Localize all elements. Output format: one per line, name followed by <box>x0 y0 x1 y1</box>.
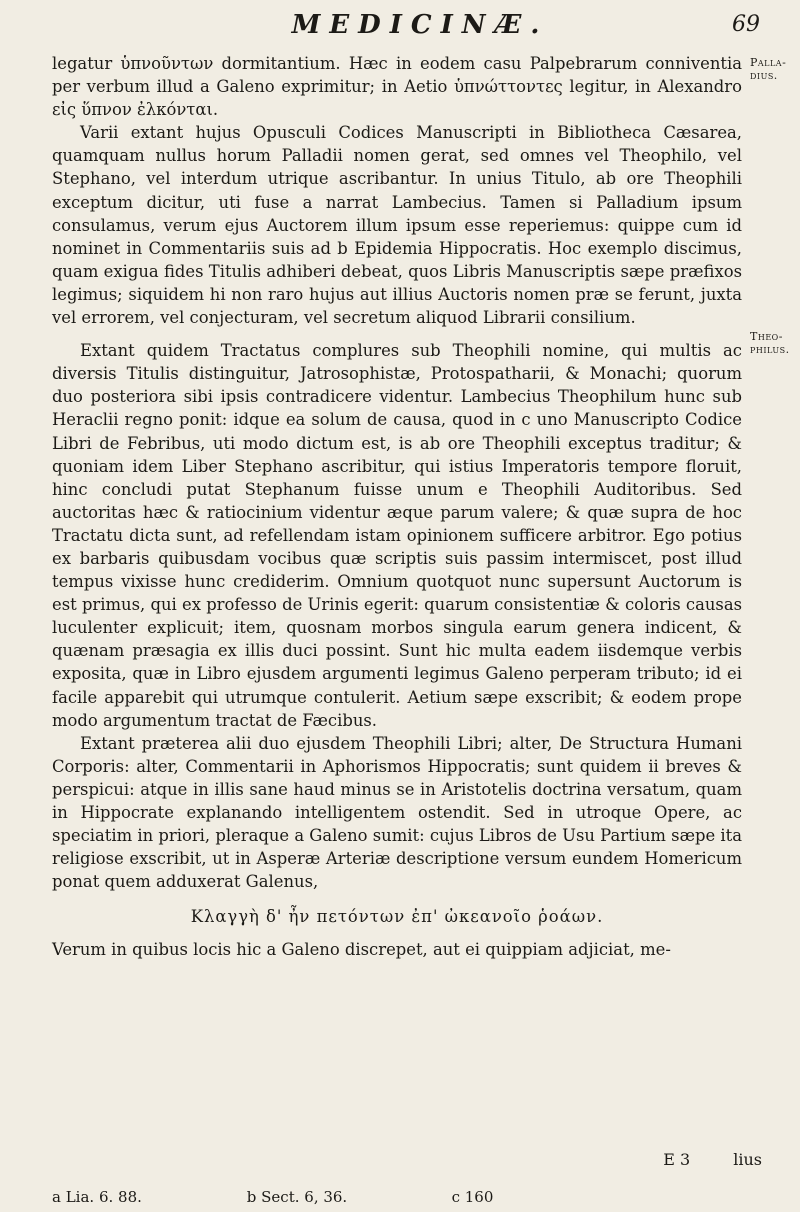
footnote-c: c 160 <box>451 1188 494 1206</box>
catchword: lius <box>733 1150 762 1169</box>
running-header <box>80 10 760 52</box>
running-title: MEDICINÆ. <box>291 10 549 40</box>
paragraph-5: Verum in quibus locis hic a Galeno discrepet, aut ei quippiam adjiciat, me- <box>52 940 671 960</box>
homeric-verse: Κλαγγὴ δ' ἦν πετόντων ἐπ' ὠκεανοῖο ῥοάων. <box>190 907 604 927</box>
footnotes <box>52 1188 752 1206</box>
paragraph-2: Varii extant hujus Opusculi Codices Manuscripti in Bibliotheca Cæsarea, quamquam nullus horum Palladii nomen gerat, sed omnes vel Theophilo, vel Stephano, vel interdum utrique ascribantur. In unius Titulo, ab ore Theophili exceptum dicitur, uti fuse a narrat Lambecius. Tamen si Palladium ipsum consulamus, verum ejus Auctorem illum ipsum esse reperiemus: quippe cum id nominet in Commentariis suis ad b Epidemia Hippocratis. Hoc exemplo discimus, quam exigua fides Titulis adhiberi debeat, quos Libris Manuscriptis sæpe præfixos legimus; siquidem hi non raro hujus aut illius Auctoris nomen præ se ferunt, juxta vel errorem, vel conjecturam, vel secretum aliquod Librarii consilium. <box>52 123 742 328</box>
footnote-a: a Lia. 6. 88. <box>52 1188 142 1206</box>
signature-catchword <box>663 1148 762 1171</box>
main-text <box>52 52 742 962</box>
paragraph-1: legatur ὑπνοῦντων dormitantium. Hæc in eodem casu Palpebrarum conniventia per verbum illud a Galeno exprimitur; in Aetio ὑπνώττοντες legitur, in Alexandro εἰς ὕπνον ἐλκόνται. <box>52 54 742 120</box>
margin-note-theophilus: Theo-philus. <box>750 330 790 356</box>
signature-mark: E 3 <box>663 1150 691 1169</box>
footnote-b: b Sect. 6, 36. <box>246 1188 348 1206</box>
paragraph-3: Extant quidem Tractatus complures sub Theophili nomine, qui multis ac diversis Titulis distinguitur, Jatrosophistæ, Protospatharii, & Monachi; quorum duo posteriora sibi ipsis contradicere videntur. Lambecius Theophilum hunc sub Heraclii regno ponit: idque ea solum de causa, quod in c uno Manuscripto Codice Libri de Febribus, uti modo dictum est, is ab ore Theophili exceptus traditur; & quoniam idem Liber Stephano ascribitur, qui istius Imperatoris tempore floruit, hinc concludi putat Stephanum fuisse unum e Theophili Auditoribus. Sed auctoritas hæc & ratiocinium videntur æque parum valere; & quæ supra de hoc Tractatu dicta sunt, ad refellendam istam opinionem sufficere arbitror. Ego potius ex barbaris quibusdam vocibus quæ scriptis suis passim intermiscet, post illud tempus vixisse hunc crediderim. Omnium quotquot nunc supersunt Auctorum is est primus, qui ex professo de Urinis egerit: quarum consistentiæ & coloris causas luculenter explicuit; item, quosnam morbos singula earum genera indicent, & quænam præsagia ex illis duci possint. Sunt hic multa eadem iisdemque verbis exposita, quæ in Libro ejusdem argumenti legimus Galeno perperam tributo; id ei facile apparebit qui utrumque contulerit. Aetium sæpe exscribit; & eodem prope modo argumentum tractat de Fæcibus. <box>52 341 742 730</box>
paragraph-4: Extant præterea alii duo ejusdem Theophili Libri; alter, De Structura Humani Corporis: alter, Commentarii in Aphorismos Hippocratis; sunt quidem ii breves & perspicui: atque in illis sane haud minus se in Aristotelis doctrina versatum, quam in Hippocrate explanando intelligentem ostendit. Sed in utroque Opere, ac speciatim in priori, pleraque a Galeno sumit: cujus Libros de Usu Partium sæpe ita religiose exscribit, ut in Asperæ Arteriæ descriptione versum eundem Homericum ponat quem adduxerat Galenus, <box>52 733 743 892</box>
page-number: 69 <box>732 12 760 37</box>
margin-note-palladius: Palla-dius. <box>750 56 787 82</box>
